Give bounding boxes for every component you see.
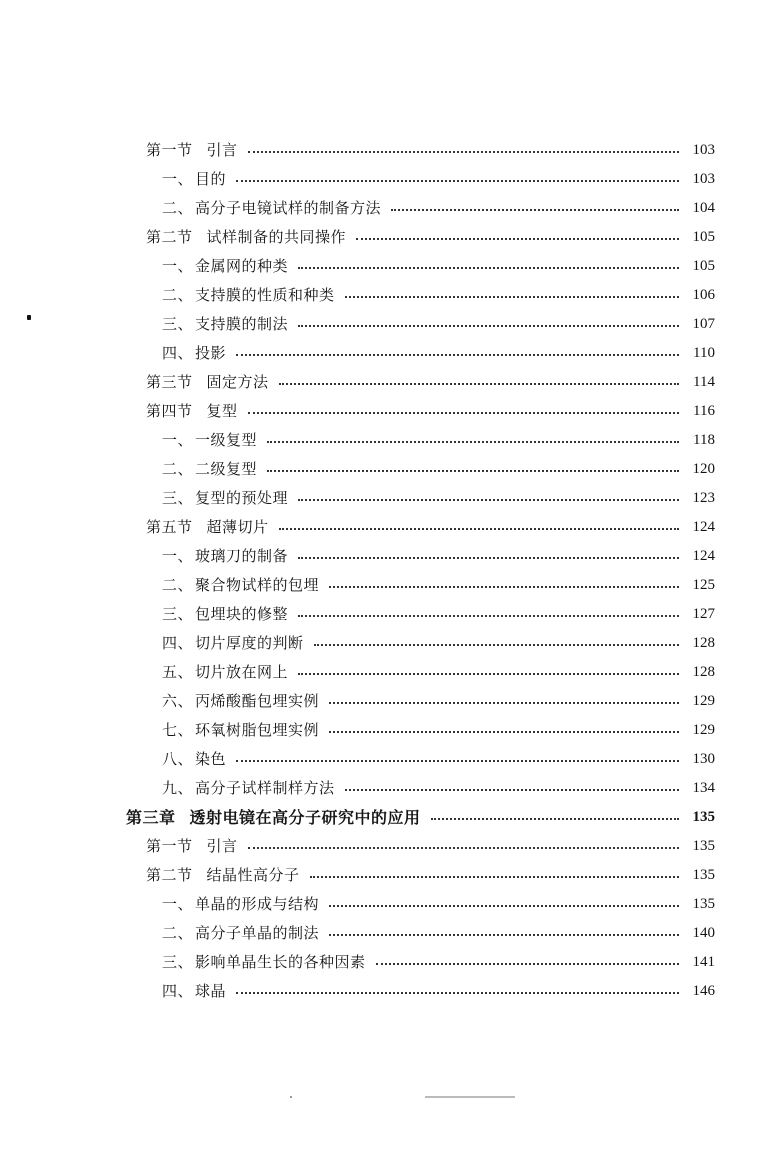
- toc-entry-title: 高分子单晶的制法: [195, 924, 320, 942]
- toc-entry-label: [146, 861, 300, 890]
- toc-entry-number: 二、: [162, 286, 194, 304]
- toc-entry-label: [162, 745, 226, 774]
- toc-entry-label: [162, 600, 288, 629]
- dot-leader: [431, 803, 679, 832]
- toc-entry-label: [162, 890, 319, 919]
- toc-entry-item[interactable]: [162, 890, 715, 919]
- toc-page-number: 105: [692, 229, 715, 245]
- toc-entry-title: 切片厚度的判断: [195, 634, 304, 652]
- toc-entry-item[interactable]: [162, 165, 715, 194]
- toc-entry-number: 四、: [162, 634, 194, 652]
- toc-entry-item[interactable]: [162, 194, 715, 223]
- dot-leader: [248, 136, 679, 165]
- toc-page-number: 134: [692, 780, 715, 796]
- toc-entry-title: 影响单晶生长的各种因素: [195, 953, 366, 971]
- toc-entry-number: 第二节: [146, 228, 193, 246]
- dot-leader: [329, 716, 679, 745]
- toc-page-number: 103: [692, 142, 715, 158]
- toc-entry-number: 一、: [162, 431, 194, 449]
- dot-leader: [248, 832, 679, 861]
- toc-entry-number: 二、: [162, 199, 194, 217]
- toc-entry-item[interactable]: [162, 310, 715, 339]
- toc-entry-label: [146, 368, 269, 397]
- toc-entry-item[interactable]: [162, 687, 715, 716]
- toc-entry-number: 九、: [162, 779, 194, 797]
- toc-entry-number: 第五节: [146, 518, 193, 536]
- toc-entry-title: 高分子电镜试样的制备方法: [195, 199, 382, 217]
- toc-entry-label: [126, 803, 421, 832]
- toc-entry-number: 四、: [162, 344, 194, 362]
- dot-leader: [298, 310, 679, 339]
- toc-entry-number: 三、: [162, 605, 194, 623]
- toc-entry-number: 一、: [162, 547, 194, 565]
- toc-entry-section[interactable]: [146, 513, 715, 542]
- toc-entry-title: 单晶的形成与结构: [195, 895, 320, 913]
- toc-entry-section[interactable]: [146, 223, 715, 252]
- toc-page-number: 141: [692, 954, 715, 970]
- toc-page-number: 128: [692, 664, 715, 680]
- toc-entry-label: [162, 339, 226, 368]
- toc-entry-label: [162, 629, 304, 658]
- toc-entry-label: [162, 571, 319, 600]
- dot-leader: [267, 455, 679, 484]
- toc-entry-item[interactable]: [162, 745, 715, 774]
- toc-entry-item[interactable]: [162, 542, 715, 571]
- toc-entry-title: 切片放在网上: [195, 663, 289, 681]
- dot-leader: [279, 368, 679, 397]
- toc-page-number: 106: [692, 287, 715, 303]
- dot-leader: [236, 745, 679, 774]
- toc-entry-section[interactable]: [146, 861, 715, 890]
- toc-page-number: 127: [692, 606, 715, 622]
- toc-entry-number: 三、: [162, 489, 194, 507]
- dot-leader: [236, 165, 679, 194]
- toc-entry-chapter[interactable]: [126, 803, 715, 832]
- dot-leader: [329, 919, 679, 948]
- toc-entry-label: [146, 136, 238, 165]
- toc-entry-label: [162, 919, 319, 948]
- dot-leader: [298, 252, 679, 281]
- toc-entry-item[interactable]: [162, 571, 715, 600]
- toc-entry-label: [162, 716, 319, 745]
- scan-artifact: [425, 1096, 515, 1098]
- toc-entry-title: 玻璃刀的制备: [195, 547, 289, 565]
- dot-leader: [391, 194, 679, 223]
- toc-entry-label: [162, 774, 335, 803]
- toc-entry-label: [162, 165, 226, 194]
- toc-page-number: 124: [692, 519, 715, 535]
- toc-entry-title: 环氧树脂包埋实例: [195, 721, 320, 739]
- toc-entry-number: 第三章: [126, 808, 176, 827]
- toc-entry-number: 七、: [162, 721, 194, 739]
- toc-entry-label: [146, 223, 346, 252]
- dot-leader: [310, 861, 679, 890]
- dot-leader: [314, 629, 679, 658]
- toc-entry-item[interactable]: [162, 774, 715, 803]
- toc-page-number: 128: [692, 635, 715, 651]
- toc-page-number: 120: [692, 461, 715, 477]
- toc-entry-label: [162, 426, 257, 455]
- toc-page-number: 116: [693, 403, 715, 419]
- dot-leader: [356, 223, 679, 252]
- dot-leader: [298, 484, 679, 513]
- dot-leader: [298, 658, 679, 687]
- toc-entry-number: 第三节: [146, 373, 193, 391]
- toc-entry-section[interactable]: [146, 397, 715, 426]
- toc-page-number: 107: [692, 316, 715, 332]
- toc-entry-title: 支持膜的制法: [195, 315, 289, 333]
- toc-page-number: 135: [692, 867, 715, 883]
- dot-leader: [236, 977, 679, 1006]
- toc-page-number: 129: [692, 693, 715, 709]
- toc-entry-number: 二、: [162, 576, 194, 594]
- toc-entry-number: 二、: [162, 924, 194, 942]
- toc-page-number: 130: [692, 751, 715, 767]
- toc-entry-item[interactable]: [162, 426, 715, 455]
- toc-entry-label: [162, 484, 288, 513]
- toc-entry-title: 复型: [206, 402, 238, 420]
- toc-entry-title: 超薄切片: [206, 518, 269, 536]
- toc-entry-number: 八、: [162, 750, 194, 768]
- toc-entry-title: 目的: [195, 170, 227, 188]
- toc-entry-item[interactable]: [162, 339, 715, 368]
- toc-entry-title: 引言: [206, 141, 238, 159]
- toc-page-number: 124: [692, 548, 715, 564]
- toc-entry-number: 三、: [162, 315, 194, 333]
- toc-entry-number: 六、: [162, 692, 194, 710]
- dot-leader: [298, 600, 679, 629]
- dot-leader: [329, 571, 679, 600]
- dot-leader: [298, 542, 679, 571]
- toc-entry-label: [162, 948, 366, 977]
- dot-leader: [248, 397, 679, 426]
- toc-entry-number: 五、: [162, 663, 194, 681]
- toc-entry-item[interactable]: [162, 455, 715, 484]
- toc-entry-label: [162, 455, 257, 484]
- dot-leader: [236, 339, 679, 368]
- toc-page-number: 146: [692, 983, 715, 999]
- scan-speck: [27, 315, 31, 320]
- toc-page-number: 125: [692, 577, 715, 593]
- toc-page-number: 129: [692, 722, 715, 738]
- toc-entry-title: 支持膜的性质和种类: [195, 286, 335, 304]
- toc-entry-number: 二、: [162, 460, 194, 478]
- toc-page-number: 135: [692, 809, 715, 825]
- toc-entry-section[interactable]: [146, 136, 715, 165]
- toc-entry-item[interactable]: [162, 252, 715, 281]
- toc-entry-title: 引言: [206, 837, 238, 855]
- toc-entry-number: 一、: [162, 257, 194, 275]
- toc-page-number: 110: [693, 345, 715, 361]
- toc-entry-title: 投影: [195, 344, 227, 362]
- toc-entry-item[interactable]: [162, 948, 715, 977]
- toc-entry-label: [162, 281, 335, 310]
- toc-entry-label: [162, 687, 319, 716]
- toc-entry-title: 丙烯酸酯包埋实例: [195, 692, 320, 710]
- toc-entry-title: 结晶性高分子: [206, 866, 300, 884]
- toc-entry-title: 金属网的种类: [195, 257, 289, 275]
- toc-entry-title: 染色: [195, 750, 227, 768]
- toc-entry-number: 第四节: [146, 402, 193, 420]
- toc-entry-number: 第二节: [146, 866, 193, 884]
- toc-entry-number: 一、: [162, 170, 194, 188]
- dot-leader: [279, 513, 679, 542]
- toc-entry-title: 聚合物试样的包埋: [195, 576, 320, 594]
- toc-page-number: 103: [692, 171, 715, 187]
- toc-entry-number: 第一节: [146, 837, 193, 855]
- toc-page-number: 135: [692, 896, 715, 912]
- toc-entry-title: 透射电镜在高分子研究中的应用: [189, 808, 421, 827]
- toc-entry-title: 复型的预处理: [195, 489, 289, 507]
- toc-entry-title: 试样制备的共同操作: [206, 228, 347, 246]
- toc-entry-label: [162, 194, 381, 223]
- toc-entry-title: 球晶: [195, 982, 227, 1000]
- toc-entry-title: 固定方法: [206, 373, 269, 391]
- toc-entry-number: 一、: [162, 895, 194, 913]
- toc-page-number: 123: [692, 490, 715, 506]
- toc-page-number: 114: [693, 374, 715, 390]
- toc-entry-item[interactable]: [162, 629, 715, 658]
- toc-entry-section[interactable]: [146, 832, 715, 861]
- toc-entry-title: 二级复型: [195, 460, 258, 478]
- toc-entry-label: [162, 542, 288, 571]
- toc-entry-number: 四、: [162, 982, 194, 1000]
- scan-artifact: [290, 1096, 292, 1098]
- toc-entry-label: [162, 658, 288, 687]
- dot-leader: [376, 948, 679, 977]
- toc-entry-number: 第一节: [146, 141, 193, 159]
- toc-entry-section[interactable]: [146, 368, 715, 397]
- toc-entry-item[interactable]: [162, 977, 715, 1006]
- toc-entry-label: [146, 832, 238, 861]
- toc-page-number: 135: [692, 838, 715, 854]
- toc-entry-item[interactable]: [162, 281, 715, 310]
- toc-entry-number: 三、: [162, 953, 194, 971]
- dot-leader: [329, 890, 679, 919]
- toc-entry-item[interactable]: [162, 919, 715, 948]
- dot-leader: [267, 426, 679, 455]
- toc-page-number: 118: [693, 432, 715, 448]
- toc-entry-label: [162, 310, 288, 339]
- toc-entry-item[interactable]: [162, 716, 715, 745]
- toc-entry-label: [162, 252, 288, 281]
- toc-page-number: 140: [692, 925, 715, 941]
- toc-entry-item[interactable]: [162, 484, 715, 513]
- dot-leader: [329, 687, 679, 716]
- toc-page-number: 105: [692, 258, 715, 274]
- toc-entry-title: 高分子试样制样方法: [195, 779, 335, 797]
- toc-entry-label: [146, 397, 238, 426]
- toc-entry-label: [146, 513, 269, 542]
- toc-entry-item[interactable]: [162, 600, 715, 629]
- toc-page-number: 104: [692, 200, 715, 216]
- toc-entry-title: 包埋块的修整: [195, 605, 289, 623]
- toc-entry-title: 一级复型: [195, 431, 258, 449]
- toc-entry-item[interactable]: [162, 658, 715, 687]
- dot-leader: [345, 281, 679, 310]
- dot-leader: [345, 774, 679, 803]
- toc-entry-label: [162, 977, 226, 1006]
